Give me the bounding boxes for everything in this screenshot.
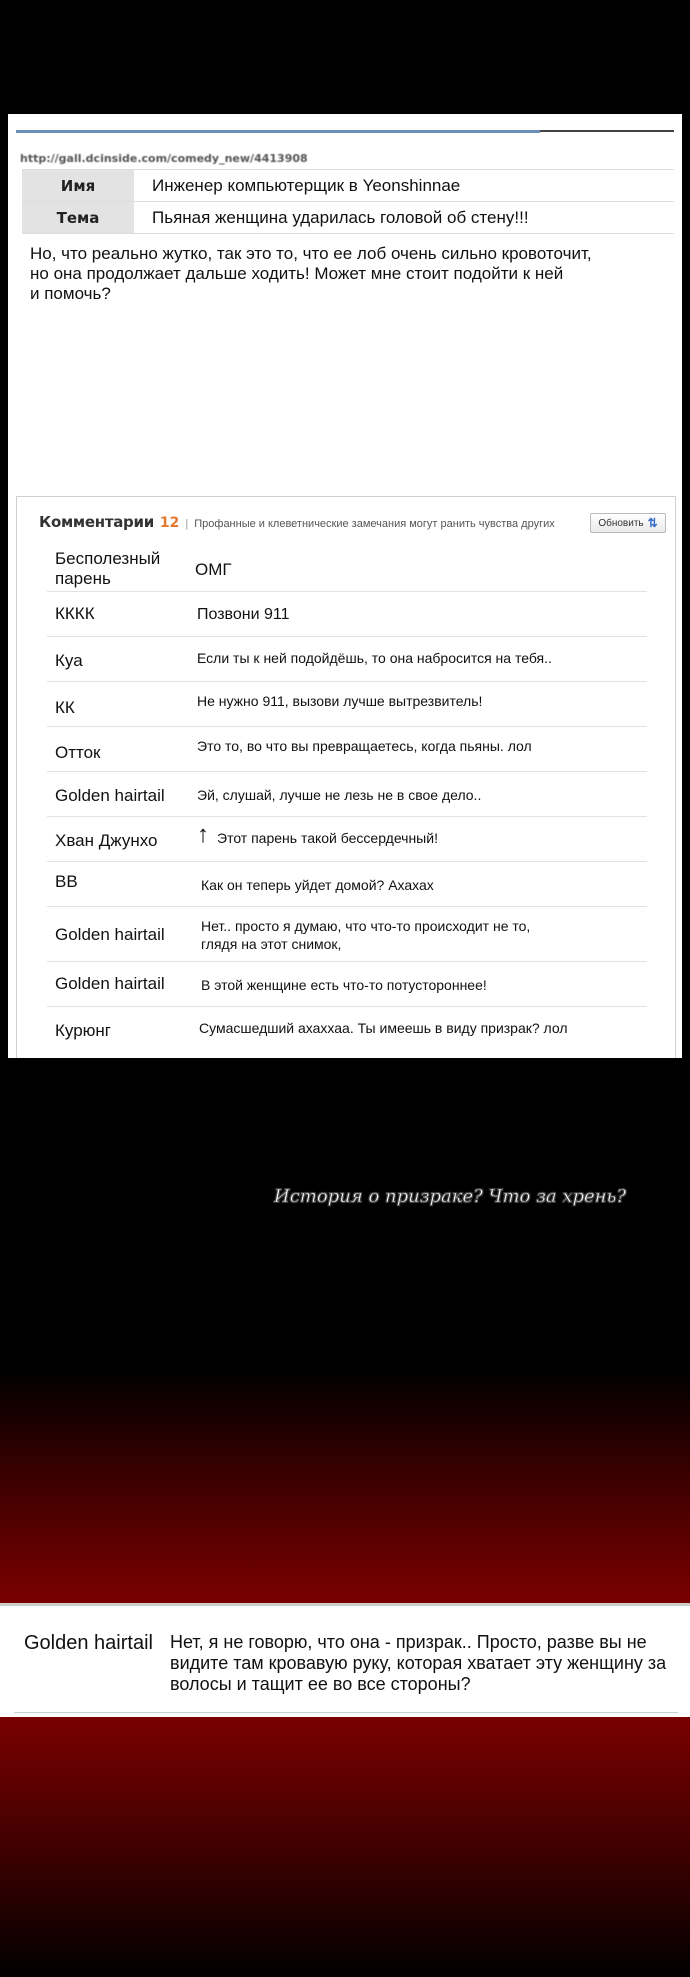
comment-row	[47, 772, 647, 817]
divider	[14, 1712, 678, 1713]
comment-text: Сумасшедший ахаххаа. Ты имеешь в виду призрак? лол	[199, 1020, 568, 1036]
comment-row	[47, 592, 647, 637]
comment-author[interactable]: Бесполезный парень	[55, 549, 161, 588]
comment-row	[47, 637, 647, 682]
author-row	[22, 169, 674, 202]
subject-label: Тема	[22, 202, 134, 233]
comments-section	[16, 496, 676, 1058]
highlighted-comment	[0, 1603, 690, 1717]
comment-text: ОМГ	[195, 560, 232, 579]
comment-text: Не нужно 911, вызови лучше вытрезвитель!	[197, 693, 483, 709]
comment-row	[47, 862, 647, 907]
refresh-label: Обновить	[598, 517, 644, 529]
comment-text: Нет.. просто я думаю, что что-то происходит не то, глядя на этот снимок,	[201, 918, 531, 952]
comment-author[interactable]: Golden hairtail	[55, 974, 165, 993]
comment-author[interactable]: Golden hairtail	[55, 925, 165, 944]
comment-author[interactable]: Golden hairtail	[55, 786, 165, 805]
comment-text: Нет, я не говорю, что она - призрак.. Просто, разве вы не видите там кровавую руку, которая хватает эту женщину за волосы и тащит ее во все стороны?	[170, 1632, 667, 1694]
comment-row	[47, 1007, 647, 1049]
comment-author[interactable]: ВВ	[55, 872, 78, 891]
comment-author[interactable]: КККК	[55, 604, 95, 623]
comment-text: В этой женщине есть что-то потустороннее!	[201, 977, 487, 993]
comment-author[interactable]: КК	[55, 698, 75, 717]
comment-text: Это то, во что вы превращаетесь, когда пьяны. лол	[197, 738, 532, 754]
post-body: Но, что реально жутко, так это то, что ее лоб очень сильно кровоточит, но она продолжает дальше ходить! Может мне стоит подойти к ней и помочь?	[30, 244, 592, 303]
comments-note: Профанные и клеветнические замечания могут ранить чувства других	[194, 518, 555, 530]
comment-author[interactable]: Курюнг	[55, 1021, 112, 1040]
author-value: Инженер компьютерщик в Yeonshinnae	[152, 175, 461, 195]
subject-row	[22, 202, 674, 234]
comment-author[interactable]: Куа	[55, 651, 83, 670]
comment-row	[47, 727, 647, 772]
comments-header	[39, 513, 555, 531]
subject-value: Пьяная женщина ударилась головой об стену!!!	[152, 207, 529, 227]
up-arrow-icon: ↑	[197, 821, 209, 848]
forum-post-panel	[8, 114, 682, 1058]
post-url[interactable]: http://gall.dcinside.com/comedy_new/4413908	[20, 152, 308, 165]
comment-row	[47, 547, 647, 592]
header-rule-dark	[540, 130, 674, 132]
comment-author[interactable]: Хван Джунхо	[55, 831, 158, 850]
post-header-table	[22, 169, 674, 234]
comment-author[interactable]: Golden hairtail	[24, 1632, 153, 1654]
comment-row	[47, 682, 647, 727]
comment-row	[47, 907, 647, 962]
comment-list	[47, 547, 647, 1049]
blood-gradient-bottom	[0, 1717, 690, 1977]
comments-count: 12	[159, 515, 180, 531]
comments-separator: |	[185, 518, 189, 530]
refresh-icon: ⇅	[647, 516, 658, 530]
comment-row	[47, 962, 647, 1007]
comment-text: Если ты к ней подойдёшь, то она набросится на тебя..	[197, 650, 552, 666]
comment-text: Как он теперь уйдет домой? Ахахах	[201, 877, 434, 893]
comment-text: Эй, слушай, лучше не лезь не в свое дело..	[197, 787, 482, 803]
blood-gradient-top	[0, 1370, 690, 1603]
comments-title: Комментарии	[39, 513, 154, 531]
comment-row	[47, 817, 647, 862]
comment-text: Этот парень такой бессердечный!	[217, 830, 438, 846]
comment-text: Позвони 911	[197, 606, 290, 623]
author-label: Имя	[22, 170, 134, 201]
comment-author[interactable]: Отток	[55, 743, 101, 762]
header-rule	[16, 130, 540, 133]
narration-caption: История о призраке? Что за хрень?	[274, 1186, 626, 1207]
refresh-button[interactable]	[590, 513, 666, 533]
